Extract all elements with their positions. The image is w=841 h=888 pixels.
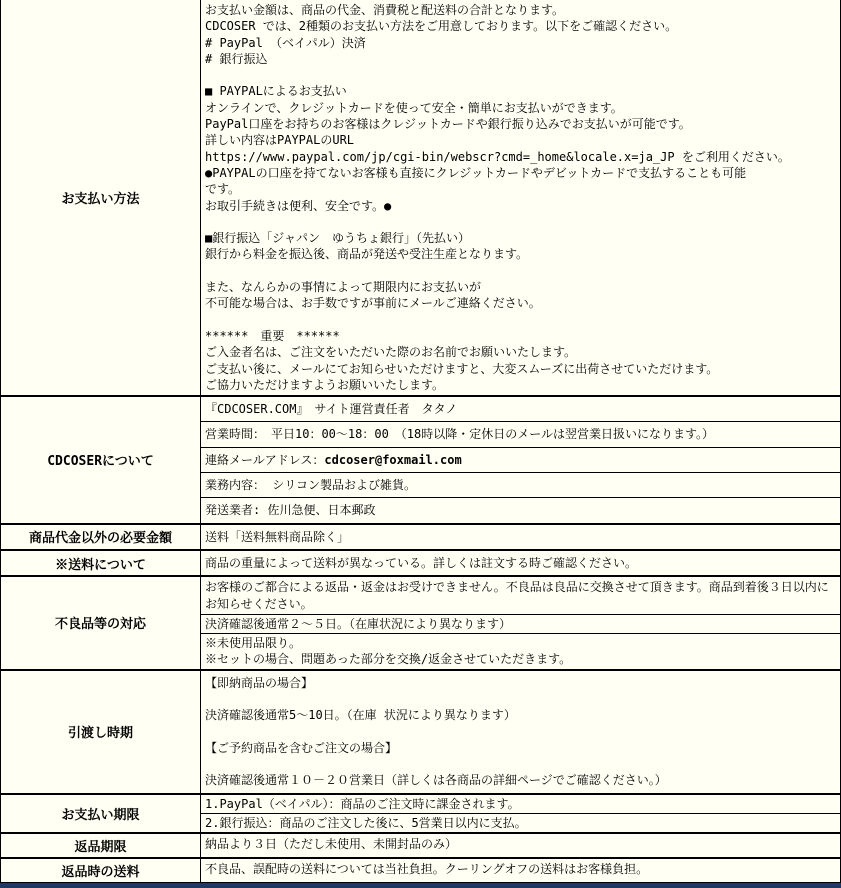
content-cell — [201, 577, 840, 614]
row-about-cdcoser — [1, 395, 840, 522]
text-line: 『CDCOSER.COM』 サイト運営責任者 タタノ — [205, 402, 458, 417]
text-line — [205, 756, 836, 772]
row-content — [201, 397, 840, 522]
text-line — [205, 312, 836, 328]
text-line: 商品の重量によって送料が異なっている。詳しくは註文する時ご確認ください。 — [205, 555, 638, 570]
row-content — [201, 577, 840, 668]
row-payment-method — [1, 0, 840, 395]
text-segment: 連絡メールアドレス： — [205, 452, 325, 467]
content-cell — [201, 525, 840, 549]
row-header-extra-fees: 商品代金以外の必要金額 — [1, 525, 201, 549]
row-content — [201, 834, 840, 857]
row-header-return-deadline: 返品期限 — [1, 834, 201, 857]
text-line: 不可能な場合は、お手数ですが事前にメールご連絡ください。 — [205, 296, 541, 311]
text-line: 1.PayPal（ベイパル）：商品のご注文時に課金されます。 — [205, 796, 520, 811]
text-line — [205, 214, 836, 230]
text-line: 銀行から料金を振込後、商品が発送や受注生産となります。 — [205, 247, 529, 262]
content-cell — [201, 813, 840, 832]
row-extra-fees — [1, 523, 840, 549]
content-cell — [201, 859, 840, 882]
text-line: ご入金者名は、ご注文をいただいた際のお名前でお願いいたします。 — [205, 345, 577, 360]
text-line: 業務内容： シリコン製品および雑貨。 — [205, 478, 416, 493]
text-line: です。 — [205, 182, 241, 197]
text-line: お支払い金額は、商品の代金、消費税と配送料の合計となります。 — [205, 3, 565, 17]
text-line: ■ PAYPALによるお支払い — [205, 84, 347, 99]
text-line: 納品より３日（ただし未使用、未開封品のみ） — [205, 837, 458, 852]
row-header-delivery-time: 引渡し時期 — [1, 671, 201, 793]
text-line: # PayPal （ベイパル）決済 — [205, 35, 366, 50]
content-cell — [201, 551, 840, 575]
text-line: CDCOSER では、2種類のお支払い方法をご用意しております。以下をご確認ください。 — [205, 19, 678, 34]
row-content — [201, 0, 840, 395]
text-line: 不良品、誤配時の送料については当社負担。クーリングオフの送料はお客様負担。 — [205, 862, 649, 877]
text-line: 【即納商品の場合】 — [205, 675, 314, 690]
text-line: PayPal口座をお持ちのお客様はクレジットカードや銀行振り込みでお支払いが可能です。 — [205, 117, 691, 132]
row-return-deadline — [1, 832, 840, 857]
text-line — [205, 67, 836, 83]
row-shipping-note — [1, 549, 840, 575]
text-line: 営業時間： 平日10：00～18：00 （18時以降・定休日のメールは翌営業日扱いになります。） — [205, 427, 715, 442]
content-cell — [201, 472, 840, 497]
text-line: ●PAYPALの口座を持てないお客様も直接にクレジットカードやデビットカードで支払することも可能 — [205, 165, 747, 180]
text-line: ※セットの場合、問題あった部分を交換/返金させていただきます。 — [205, 652, 572, 667]
text-line: 決済確認後通常２～５日。（在庫状況により異なります） — [205, 616, 512, 631]
content-cell — [201, 447, 840, 472]
next-section-bar — [0, 883, 841, 888]
row-defective-items — [1, 575, 840, 668]
row-content — [201, 551, 840, 575]
text-line: 発送業者: 佐川急便、日本郵政 — [205, 503, 376, 518]
row-header-payment-method: お支払い方法 — [1, 0, 201, 395]
content-cell — [201, 614, 840, 633]
content-cell — [201, 795, 840, 813]
text-line: ご支払い後に、メールにてお知らせいただけますと、大変スムーズに出荷させていただけます。 — [205, 361, 719, 376]
row-delivery-time — [1, 669, 840, 793]
text-line: また、なんらかの事情によって期限内にお支払いが — [205, 280, 482, 295]
row-payment-deadline — [1, 793, 840, 833]
row-content — [201, 795, 840, 833]
text-line — [205, 263, 836, 279]
text-line: 決済確認後通常5～10日。（在庫 状況により異なります） — [205, 708, 516, 723]
text-line: 【ご予約商品を含むご注文の場合】 — [205, 740, 398, 755]
row-header-payment-deadline: お支払い期限 — [1, 795, 201, 833]
row-content — [201, 525, 840, 549]
text-line — [205, 691, 836, 707]
row-header-return-shipping: 返品時の送料 — [1, 859, 201, 882]
text-line: お取引手続きは便利、安全です。● — [205, 198, 392, 213]
text-line: 送料「送料無料商品除く」 — [205, 529, 350, 544]
row-content — [201, 671, 840, 793]
row-header-about-cdcoser: CDCOSERについて — [1, 397, 201, 522]
text-line: 決済確認後通常１０－２０営業日（詳しくは各商品の詳細ページでご確認ください。） — [205, 773, 667, 788]
text-line: 2.銀行振込：商品のご注文した後に、5営業日以内に支払。 — [205, 816, 527, 831]
email-text: cdcoser@foxmail.com — [324, 452, 462, 467]
text-line: https://www.paypal.com/jp/cgi-bin/webscr?cmd=_home&locale.x=ja_JP をご利用ください。 — [205, 149, 790, 164]
row-header-shipping-note: ※送料について — [1, 551, 201, 575]
row-header-defective-items: 不良品等の対応 — [1, 577, 201, 668]
content-cell — [201, 671, 840, 793]
content-cell — [201, 421, 840, 446]
content-cell — [201, 834, 840, 857]
row-content — [201, 859, 840, 882]
text-line: ****** 重要 ****** — [205, 328, 340, 343]
content-cell — [201, 0, 840, 395]
text-line — [205, 724, 836, 740]
contact-email-line — [205, 452, 836, 468]
content-cell — [201, 633, 840, 669]
content-cell — [201, 497, 840, 522]
text-line: 詳しい内容はPAYPALのURL — [205, 133, 355, 148]
text-line: ご協力いただけますようお願いいたします。 — [205, 377, 445, 392]
text-line: オンラインで、クレジットカードを使って安全・簡単にお支払いができます。 — [205, 100, 623, 115]
row-return-shipping — [1, 857, 840, 882]
content-cell — [201, 397, 840, 421]
text-line: ※未使用品限り。 — [205, 636, 302, 651]
text-line: # 銀行振込 — [205, 51, 268, 66]
text-line: ■銀行振込「ジャパン ゆうちょ銀行」（先払い） — [205, 231, 470, 246]
text-line: お客様のご都合による返品・返金はお受けできません。不良品は良品に交換させて頂きます。商品到着後３日以内にお知らせください。 — [205, 580, 829, 611]
